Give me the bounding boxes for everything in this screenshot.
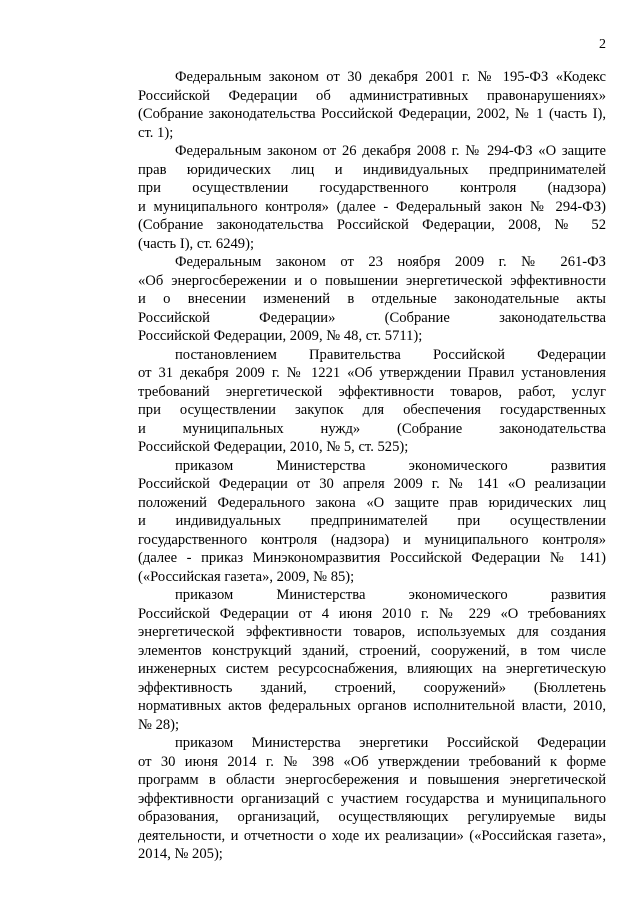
paragraph-line: энергетической эффективности товаров, используемых для создания bbox=[138, 624, 606, 640]
paragraph-line: Российской Федерации от 30 апреля 2009 г. № 141 «О реализации bbox=[138, 476, 606, 492]
paragraph-line: при осуществлении государственного контроля (надзора) bbox=[138, 180, 606, 196]
paragraph-line: Федеральным законом от 23 ноября 2009 г. № 261-ФЗ bbox=[175, 254, 606, 270]
legal-reference-paragraph bbox=[138, 68, 606, 142]
paragraph-line: Федеральным законом от 26 декабря 2008 г. № 294-ФЗ «О защите bbox=[175, 143, 606, 159]
paragraph-line: программ в области энергосбережения и повышения энергетической bbox=[138, 772, 606, 788]
paragraph-line: эффективности организаций с участием государства и муниципального bbox=[138, 790, 606, 807]
paragraph-line: прав юридических лиц и индивидуальных предпринимателей bbox=[138, 161, 606, 178]
paragraph-line: от 30 июня 2014 г. № 398 «Об утверждении требований к форме bbox=[138, 753, 606, 770]
legal-reference-paragraph bbox=[138, 346, 606, 457]
paragraph-line: образования, организаций, осуществляющих регулируемые виды bbox=[138, 809, 606, 825]
paragraph-line: Российской Федерации, 2010, № 5, ст. 525); bbox=[138, 439, 409, 455]
paragraph-line: (Собрание законодательства Российской Федерации, 2002, № 1 (часть I), bbox=[138, 106, 606, 122]
paragraph-line: приказом Министерства экономического развития bbox=[175, 457, 606, 474]
paragraph-line: Российской Федерации от 4 июня 2010 г. № 229 «О требованиях bbox=[138, 605, 606, 622]
legal-reference-paragraph bbox=[138, 253, 606, 346]
paragraph-line: («Российская газета», 2009, № 85); bbox=[138, 568, 355, 585]
legal-reference-paragraph bbox=[138, 734, 606, 864]
paragraph-line: эффективность зданий, строений, сооружений» (Бюллетень bbox=[138, 679, 606, 696]
paragraph-line: от 31 декабря 2009 г. № 1221 «Об утверждении Правил установления bbox=[138, 365, 606, 381]
paragraph-line: нормативных актов федеральных органов исполнительной власти, 2010, bbox=[138, 698, 606, 714]
legal-reference-paragraph bbox=[138, 586, 606, 734]
paragraph-line: (далее - приказ Минэкономразвития Российской Федерации № 141) bbox=[138, 550, 606, 566]
paragraph-line: ст. 1); bbox=[138, 124, 174, 141]
paragraph-line: Федеральным законом от 30 декабря 2001 г. № 195-ФЗ «Кодекс bbox=[175, 69, 606, 85]
legal-reference-paragraph bbox=[138, 457, 606, 587]
paragraph-line: и муниципального контроля» (далее - Федеральный закон № 294-ФЗ) bbox=[138, 198, 606, 215]
paragraph-line: и муниципальных нужд» (Собрание законодательства bbox=[138, 420, 606, 437]
paragraph-line: требований энергетической эффективности товаров, работ, услуг bbox=[138, 383, 606, 400]
paragraph-line: приказом Министерства энергетики Российской Федерации bbox=[175, 735, 606, 751]
page-number: 2 bbox=[599, 37, 606, 52]
paragraph-line: Российской Федерации» (Собрание законодательства bbox=[138, 309, 606, 326]
paragraph-line: положений Федерального закона «О защите прав юридических лиц bbox=[138, 494, 606, 511]
paragraph-line: (Собрание законодательства Российской Федерации, 2008, № 52 bbox=[138, 217, 606, 233]
paragraph-line: деятельности, и отчетности о ходе их реализации» («Российская газета», bbox=[138, 827, 606, 844]
legal-reference-paragraph bbox=[138, 142, 606, 253]
paragraph-line: и индивидуальных предпринимателей при осуществлении bbox=[138, 513, 606, 529]
paragraph-line: постановлением Правительства Российской Федерации bbox=[175, 346, 606, 363]
paragraph-line: государственного контроля (надзора) и муниципального контроля» bbox=[138, 531, 606, 548]
paragraph-line: Российской Федерации, 2009, № 48, ст. 5711); bbox=[138, 328, 423, 344]
paragraph-line: при осуществлении закупок для обеспечения государственных bbox=[138, 402, 606, 418]
paragraph-line: приказом Министерства экономического развития bbox=[175, 587, 606, 603]
paragraph-line: № 28); bbox=[138, 716, 180, 733]
document-body bbox=[138, 68, 606, 864]
paragraph-line: 2014, № 205); bbox=[138, 846, 223, 862]
paragraph-line: Российской Федерации об административных правонарушениях» bbox=[138, 87, 606, 104]
paragraph-line: и о внесении изменений в отдельные законодательные акты bbox=[138, 291, 606, 307]
paragraph-line: «Об энергосбережении и о повышении энергетической эффективности bbox=[138, 272, 606, 289]
paragraph-line: (часть I), ст. 6249); bbox=[138, 235, 255, 252]
paragraph-line: элементов конструкций зданий, строений, сооружений, в том числе bbox=[138, 642, 606, 659]
paragraph-line: инженерных систем ресурсоснабжения, влияющих на энергетическую bbox=[138, 661, 606, 677]
